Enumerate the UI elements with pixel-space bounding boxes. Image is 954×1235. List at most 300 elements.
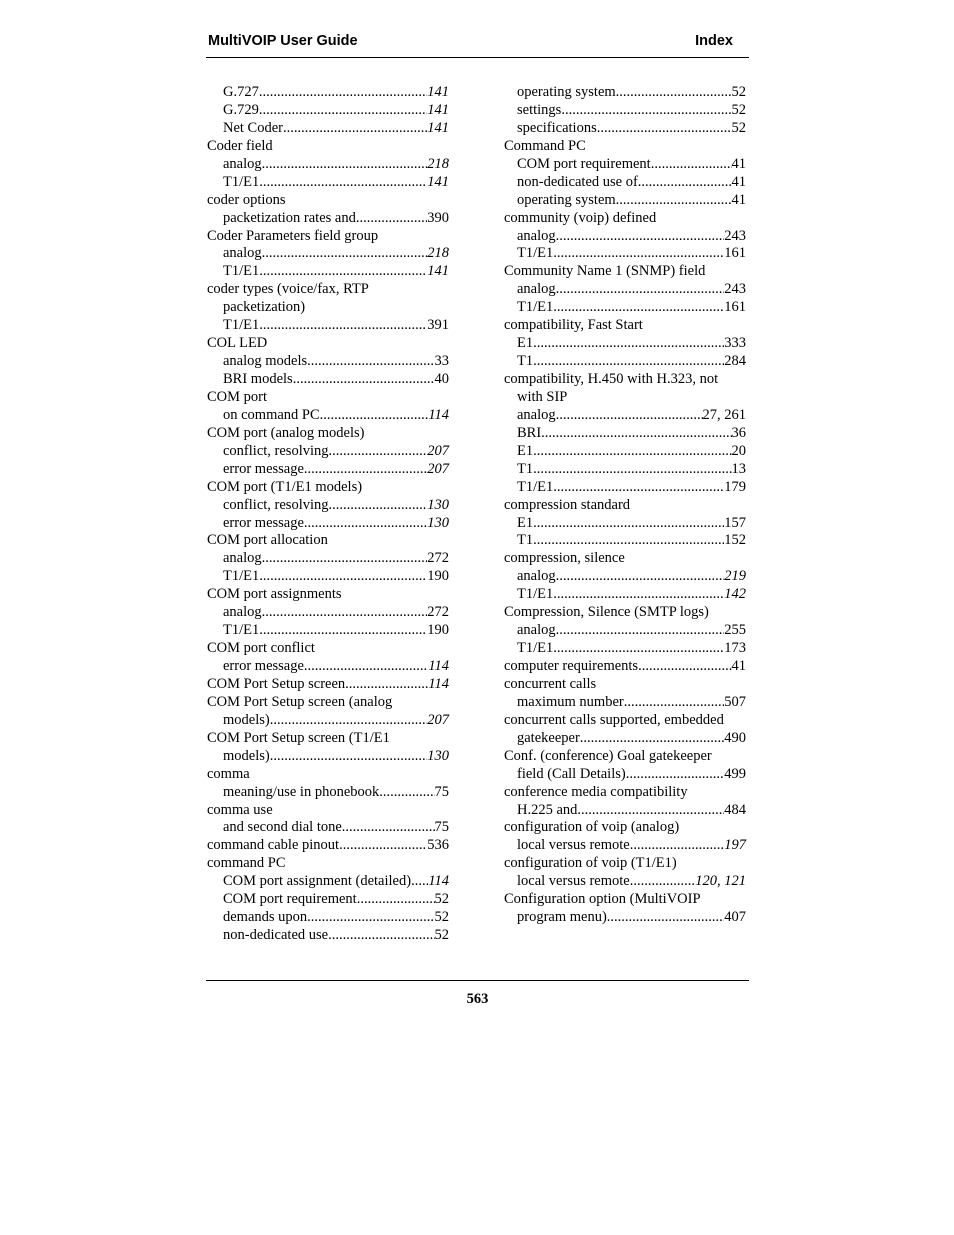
dot-leader — [259, 263, 427, 281]
dot-leader — [262, 245, 428, 263]
index-term: analog models — [223, 353, 308, 370]
index-entry — [207, 568, 449, 586]
dot-leader — [624, 694, 725, 712]
index-term: with SIP — [517, 388, 568, 405]
index-page-ref: 130 — [427, 747, 449, 764]
index-entry — [504, 228, 746, 246]
index-entry — [207, 281, 449, 299]
dot-leader — [616, 84, 732, 102]
dot-leader — [411, 873, 428, 891]
index-page-ref: 114 — [428, 658, 449, 674]
index-entry — [504, 263, 746, 281]
index-entry — [207, 479, 449, 497]
index-page-ref: 407 — [724, 909, 746, 926]
index-page-ref: 114 — [428, 406, 449, 423]
index-entry — [504, 568, 746, 586]
index-term: T1/E1 — [223, 317, 260, 334]
dot-leader — [553, 586, 724, 604]
index-term: E1 — [517, 335, 534, 352]
index-term: non-dedicated use of — [517, 173, 638, 190]
index-term: and second dial tone — [223, 819, 342, 836]
index-page-ref: 130 — [427, 496, 449, 513]
index-entry — [207, 371, 449, 389]
index-entry — [504, 210, 746, 228]
index-entry — [504, 550, 746, 568]
index-term: coder types (voice/fax, RTP — [207, 281, 369, 298]
index-entry — [207, 102, 449, 120]
index-term: configuration of voip (analog) — [504, 819, 680, 836]
index-entry — [207, 748, 449, 766]
index-entry — [207, 712, 449, 730]
index-page-ref: 27, 261 — [702, 406, 746, 423]
dot-leader — [541, 425, 731, 443]
index-term: Coder field — [207, 137, 273, 154]
index-term: concurrent calls — [504, 675, 597, 692]
index-page-ref: 40 — [434, 371, 449, 387]
index-entry — [504, 819, 746, 837]
index-entry — [504, 335, 746, 353]
index-term: Conf. (conference) Goal gatekeeper — [504, 747, 712, 764]
index-term: compatibility, Fast Start — [504, 317, 643, 334]
index-term: BRI — [517, 424, 542, 441]
index-entry — [504, 515, 746, 533]
index-entry — [207, 855, 449, 873]
index-page-ref: 179 — [724, 478, 746, 495]
index-term: packetization rates and — [223, 209, 356, 226]
index-entry — [207, 335, 449, 353]
index-entry — [504, 622, 746, 640]
index-term: analog — [223, 245, 262, 262]
index-entry — [504, 174, 746, 192]
index-entry — [504, 497, 746, 515]
dot-leader — [533, 335, 724, 353]
dot-leader — [553, 299, 724, 317]
index-page-ref: 536 — [427, 837, 449, 854]
index-page-ref: 255 — [724, 622, 746, 639]
index-entry — [207, 694, 449, 712]
index-term: local versus remote — [517, 873, 630, 890]
index-term: demands upon — [223, 909, 308, 926]
index-entry — [207, 640, 449, 658]
dot-leader — [259, 317, 427, 335]
dot-leader — [556, 407, 703, 425]
header-rule — [206, 57, 749, 58]
index-entry — [207, 837, 449, 855]
dot-leader — [342, 819, 435, 837]
dot-leader — [329, 497, 428, 515]
index-entry — [207, 622, 449, 640]
dot-leader — [616, 192, 732, 210]
index-term: computer requirements — [504, 658, 639, 674]
index-page-ref: 52 — [434, 891, 449, 908]
index-page-ref: 52 — [731, 101, 746, 118]
index-page-ref: 219 — [724, 568, 746, 585]
index-term: G.729 — [223, 101, 259, 118]
dot-leader — [533, 461, 731, 479]
index-term: concurrent calls supported, embedded — [504, 711, 724, 728]
index-page-ref: 272 — [427, 604, 449, 621]
index-term: T1 — [517, 460, 534, 477]
index-entry — [504, 425, 746, 443]
index-entry — [207, 407, 449, 425]
index-entry — [207, 317, 449, 335]
index-entry — [504, 694, 746, 712]
index-term: analog — [517, 406, 556, 423]
index-entry — [504, 586, 746, 604]
index-page-ref: 173 — [724, 640, 746, 657]
index-term: BRI models — [223, 371, 293, 387]
index-entry — [504, 532, 746, 550]
index-term: COM port (T1/E1 models) — [207, 478, 363, 495]
index-entry — [504, 299, 746, 317]
dot-leader — [556, 281, 725, 299]
index-term: T1/E1 — [517, 245, 554, 262]
index-term: compression standard — [504, 496, 631, 513]
index-entry — [504, 730, 746, 748]
dot-leader — [533, 515, 724, 533]
dot-leader — [259, 568, 427, 586]
dot-leader — [328, 927, 434, 945]
index-page-ref: 284 — [724, 353, 746, 370]
index-entry — [207, 873, 449, 891]
index-entry — [504, 138, 746, 156]
index-term: meaning/use in phonebook — [223, 783, 380, 800]
dot-leader — [379, 784, 434, 802]
dot-leader — [626, 766, 725, 784]
index-entry — [504, 784, 746, 802]
index-page-ref: 207 — [427, 460, 449, 477]
dot-leader — [293, 371, 435, 389]
index-entry — [504, 102, 746, 120]
index-entry — [504, 353, 746, 371]
index-page-ref: 141 — [427, 119, 449, 136]
index-term: T1/E1 — [517, 640, 554, 657]
index-term: error message — [223, 658, 304, 674]
dot-leader — [638, 658, 731, 676]
dot-leader — [262, 604, 428, 622]
index-page-ref: 152 — [724, 532, 746, 549]
index-entry — [207, 120, 449, 138]
dot-leader — [607, 909, 724, 927]
index-page-ref: 41 — [731, 658, 746, 674]
index-term: COM port (analog models) — [207, 424, 365, 441]
index-term: Configuration option (MultiVOIP — [504, 891, 701, 908]
index-page-ref: 484 — [724, 801, 746, 818]
index-term: models) — [223, 747, 270, 764]
index-entry — [504, 389, 746, 407]
index-entry — [207, 766, 449, 784]
index-page-ref: 141 — [427, 101, 449, 118]
dot-leader — [320, 407, 429, 425]
index-page-ref: 490 — [724, 729, 746, 746]
index-entry — [504, 245, 746, 263]
index-entry — [504, 461, 746, 479]
index-page-ref: 41 — [731, 173, 746, 190]
dot-leader — [580, 730, 724, 748]
dot-leader — [556, 568, 725, 586]
index-column-right — [504, 84, 746, 927]
index-term: compression, silence — [504, 550, 625, 567]
index-entry — [504, 156, 746, 174]
index-term: Community Name 1 (SNMP) field — [504, 263, 706, 280]
index-term: T1 — [517, 353, 534, 370]
index-page-ref: 20 — [731, 442, 746, 459]
dot-leader — [259, 102, 427, 120]
index-page-ref: 141 — [427, 263, 449, 280]
index-entry — [504, 281, 746, 299]
index-entry — [207, 461, 449, 479]
index-entry — [504, 909, 746, 927]
index-term: COM port conflict — [207, 640, 315, 657]
dot-leader — [307, 909, 434, 927]
index-entry — [504, 604, 746, 622]
index-page-ref: 36 — [731, 424, 746, 441]
index-term: T1/E1 — [517, 299, 554, 316]
index-term: models) — [223, 711, 270, 728]
index-entry — [504, 802, 746, 820]
dot-leader — [262, 156, 428, 174]
index-entry — [207, 497, 449, 515]
index-term: program menu) — [517, 909, 607, 926]
index-entry — [207, 389, 449, 407]
index-page-ref: 52 — [731, 84, 746, 100]
index-entry — [207, 658, 449, 676]
index-term: Command PC — [504, 137, 586, 154]
index-term: conference media compatibility — [504, 783, 688, 800]
dot-leader — [556, 228, 725, 246]
index-term: compatibility, H.450 with H.323, not — [504, 371, 719, 387]
index-page-ref: 33 — [434, 353, 449, 370]
dot-leader — [533, 443, 731, 461]
index-term: on command PC — [223, 406, 320, 423]
dot-leader — [553, 479, 724, 497]
index-term: E1 — [517, 514, 534, 531]
index-page-ref: 75 — [434, 819, 449, 836]
index-entry — [504, 371, 746, 389]
index-term: analog — [223, 155, 262, 172]
header-title: MultiVOIP User Guide — [208, 33, 358, 49]
index-entry — [504, 891, 746, 909]
index-entry — [207, 192, 449, 210]
index-page-ref: 243 — [724, 281, 746, 298]
index-entry — [504, 120, 746, 138]
index-page-ref: 218 — [427, 155, 449, 172]
index-entry — [207, 263, 449, 281]
index-page-ref: 161 — [724, 299, 746, 316]
dot-leader — [304, 461, 427, 479]
index-page-ref: 157 — [724, 514, 746, 531]
dot-leader — [533, 353, 724, 371]
index-entry — [207, 245, 449, 263]
index-term: COL LED — [207, 335, 268, 352]
dot-leader — [561, 102, 731, 120]
dot-leader — [651, 156, 732, 174]
index-entry — [207, 515, 449, 533]
index-column-left — [207, 84, 449, 945]
index-page-ref: 141 — [427, 173, 449, 190]
dot-leader — [339, 837, 427, 855]
index-entry — [504, 855, 746, 873]
index-page-ref: 499 — [724, 765, 746, 782]
index-page-ref: 390 — [427, 209, 449, 226]
index-page-ref: 41 — [731, 191, 746, 208]
index-entry — [504, 748, 746, 766]
index-entry — [504, 766, 746, 784]
index-page-ref: 141 — [427, 84, 449, 100]
index-page-ref: 75 — [434, 783, 449, 800]
index-entry — [207, 819, 449, 837]
index-term: T1/E1 — [517, 586, 554, 603]
index-page-ref: 52 — [731, 119, 746, 136]
index-page-ref: 161 — [724, 245, 746, 262]
index-term: T1/E1 — [223, 173, 260, 190]
index-term: analog — [517, 568, 556, 585]
dot-leader — [259, 622, 427, 640]
index-term: conflict, resolving — [223, 442, 329, 459]
index-entry — [207, 802, 449, 820]
index-entry — [504, 84, 746, 102]
dot-leader — [329, 443, 428, 461]
index-entry — [504, 317, 746, 335]
index-page-ref: 52 — [434, 909, 449, 926]
dot-leader — [630, 873, 696, 891]
page-header — [206, 33, 748, 53]
dot-leader — [357, 891, 435, 909]
index-term: T1 — [517, 532, 534, 549]
dot-leader — [533, 532, 724, 550]
dot-leader — [553, 640, 724, 658]
index-entry — [207, 604, 449, 622]
index-term: coder options — [207, 191, 286, 208]
dot-leader — [307, 353, 434, 371]
index-term: COM port requirement — [223, 891, 357, 908]
index-page-ref: 507 — [724, 693, 746, 710]
index-entry — [504, 712, 746, 730]
index-page-ref: 41 — [731, 155, 746, 172]
index-term: error message — [223, 514, 304, 531]
index-term: analog — [223, 604, 262, 621]
index-term: analog — [517, 622, 556, 639]
dot-leader — [553, 245, 724, 263]
index-entry — [504, 479, 746, 497]
index-term: COM port allocation — [207, 532, 328, 549]
index-entry — [207, 586, 449, 604]
index-entry — [504, 837, 746, 855]
index-entry — [207, 210, 449, 228]
index-page-ref: 120, 121 — [695, 873, 746, 890]
index-entry — [207, 676, 449, 694]
index-entry — [207, 927, 449, 945]
index-page-ref: 114 — [428, 873, 449, 890]
index-term: analog — [223, 550, 262, 567]
index-page-ref: 142 — [724, 586, 746, 603]
index-term: packetization) — [223, 299, 306, 316]
dot-leader — [304, 515, 427, 533]
index-term: T1/E1 — [517, 478, 554, 495]
index-entry — [504, 640, 746, 658]
index-term: T1/E1 — [223, 263, 260, 280]
index-page-ref: 391 — [427, 317, 449, 334]
index-entry — [207, 353, 449, 371]
index-term: community (voip) defined — [504, 209, 657, 226]
index-page-ref: 218 — [427, 245, 449, 262]
index-page-ref: 130 — [427, 514, 449, 531]
dot-leader — [262, 550, 428, 568]
index-entry — [504, 443, 746, 461]
index-term: COM port assignments — [207, 586, 342, 603]
index-term: local versus remote — [517, 837, 630, 854]
dot-leader — [638, 174, 732, 192]
index-entry — [207, 730, 449, 748]
index-entry — [207, 299, 449, 317]
index-term: conflict, resolving — [223, 496, 329, 513]
footer-rule — [206, 980, 749, 981]
index-entry — [504, 676, 746, 694]
index-entry — [504, 407, 746, 425]
index-entry — [504, 192, 746, 210]
index-entry — [207, 425, 449, 443]
index-page-ref: 13 — [731, 460, 746, 477]
index-entry — [207, 784, 449, 802]
dot-leader — [356, 210, 427, 228]
index-page-ref: 333 — [724, 335, 746, 352]
index-term: Compression, Silence (SMTP logs) — [504, 604, 709, 621]
index-term: field (Call Details) — [517, 765, 626, 782]
dot-leader — [259, 84, 427, 102]
index-term: comma use — [207, 801, 273, 818]
index-term: COM Port Setup screen (T1/E1 — [207, 729, 390, 746]
index-term: error message — [223, 460, 304, 477]
index-entry — [207, 891, 449, 909]
dot-leader — [270, 748, 428, 766]
index-page-ref: 207 — [427, 711, 449, 728]
dot-leader — [270, 712, 428, 730]
index-entry — [504, 658, 746, 676]
index-term: T1/E1 — [223, 622, 260, 639]
index-entry — [207, 84, 449, 102]
index-term: G.727 — [223, 84, 259, 100]
index-entry — [207, 138, 449, 156]
header-section: Index — [695, 33, 733, 49]
index-term: analog — [517, 281, 556, 298]
dot-leader — [577, 802, 724, 820]
index-entry — [207, 909, 449, 927]
index-entry — [207, 532, 449, 550]
index-term: Coder Parameters field group — [207, 227, 379, 244]
dot-leader — [630, 837, 725, 855]
index-page-ref: 190 — [427, 568, 449, 585]
dot-leader — [259, 174, 427, 192]
page-number: 563 — [466, 991, 489, 1007]
index-term: command PC — [207, 855, 286, 872]
dot-leader — [283, 120, 427, 138]
index-page-ref: 52 — [434, 927, 449, 944]
index-entry — [207, 174, 449, 192]
index-term: non-dedicated use — [223, 927, 329, 944]
index-term: Net Coder — [223, 119, 283, 136]
dot-leader — [556, 622, 725, 640]
index-term: command cable pinout — [207, 837, 340, 854]
index-term: H.225 and — [517, 801, 578, 818]
index-entry — [504, 873, 746, 891]
dot-leader — [597, 120, 732, 138]
dot-leader — [304, 658, 428, 676]
index-term: gatekeeper — [517, 729, 580, 746]
index-term: operating system — [517, 84, 616, 100]
index-page-ref: 114 — [428, 675, 449, 692]
index-page-ref: 207 — [427, 442, 449, 459]
index-term: COM port requirement — [517, 155, 651, 172]
